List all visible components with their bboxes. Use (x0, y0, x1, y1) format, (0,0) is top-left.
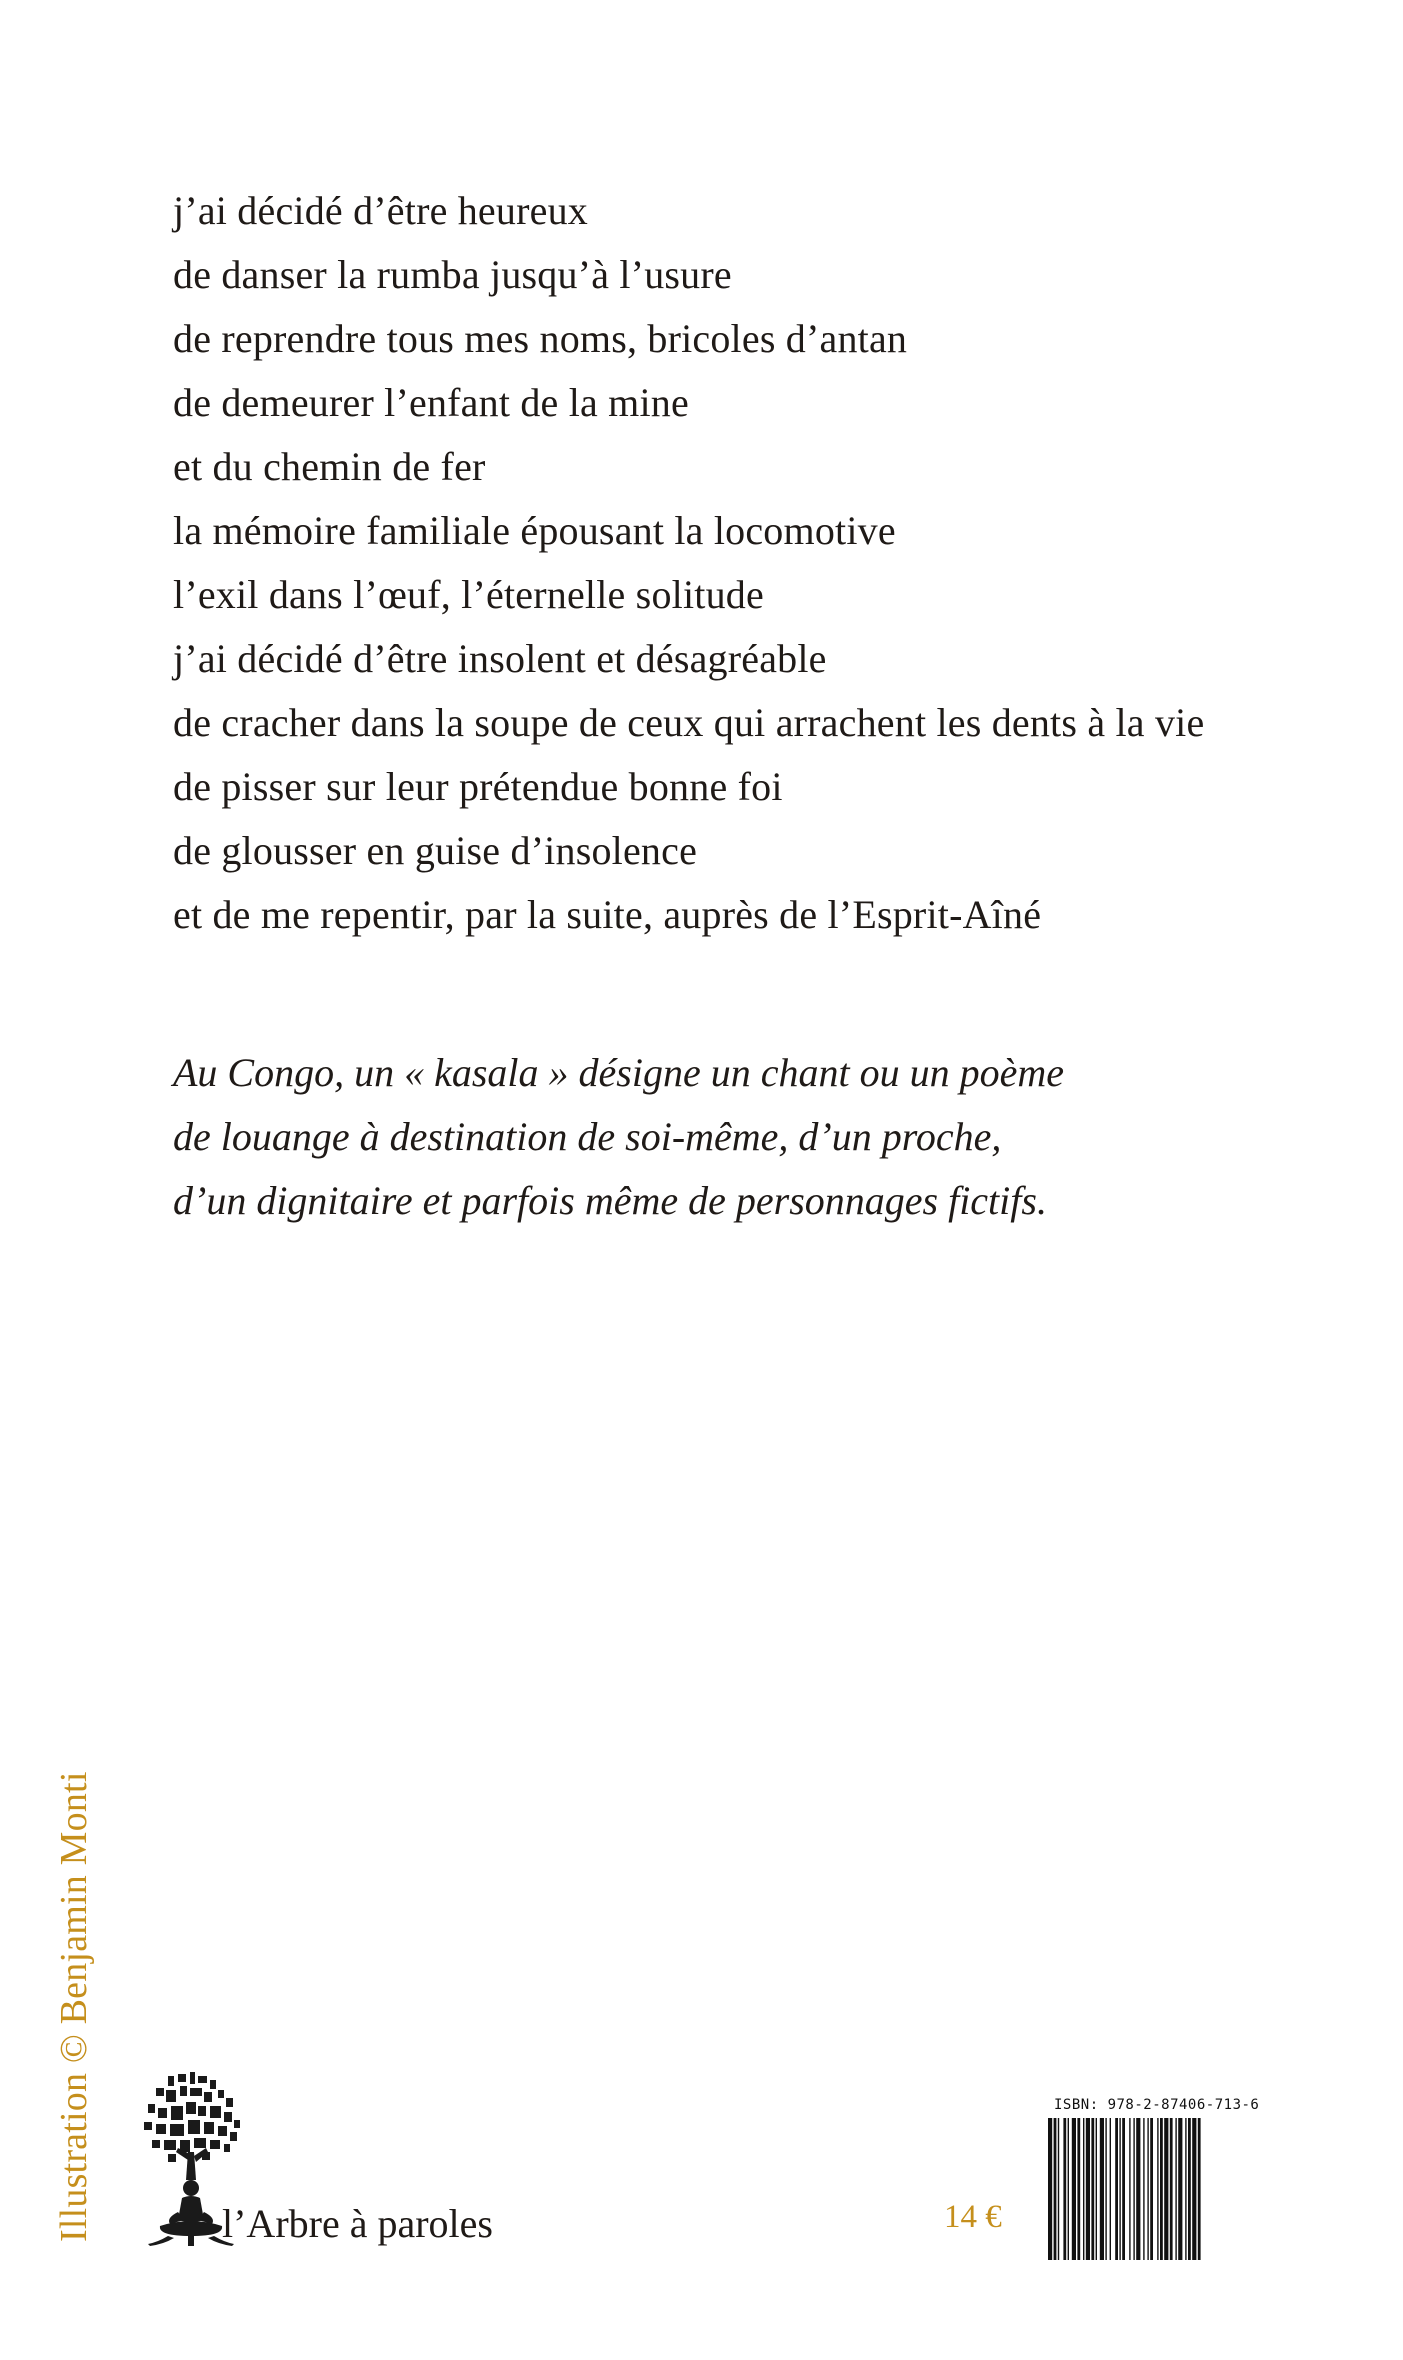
poem-line: et de me repentir, par la suite, auprès de l’Esprit-Aîné (173, 892, 1042, 937)
note-line: d’un dignitaire et parfois même de personnages fictifs. (173, 1178, 1047, 1223)
poem-line: l’exil dans l’œuf, l’éternelle solitude (173, 572, 764, 617)
poem-line: de danser la rumba jusqu’à l’usure (173, 252, 732, 297)
poem-line: de pisser sur leur prétendue bonne foi (173, 764, 783, 809)
poem-line: la mémoire familiale épousant la locomotive (173, 508, 896, 553)
price-label: 14 € (944, 2199, 1002, 2235)
isbn-barcode-block (1046, 2096, 1278, 2260)
poem-line: et du chemin de fer (173, 444, 486, 489)
poem-line: de cracher dans la soupe de ceux qui arrachent les dents à la vie (173, 700, 1205, 745)
illustration-credit: Illustration © Benjamin Monti (53, 1771, 95, 2242)
poem-line: j’ai décidé d’être insolent et désagréable (173, 636, 827, 681)
poem-line: de glousser en guise d’insolence (173, 828, 698, 873)
poem-line: de demeurer l’enfant de la mine (173, 380, 689, 425)
publisher-name: l’Arbre à paroles (222, 2201, 493, 2246)
note-line: de louange à destination de soi-même, d’un proche, (173, 1114, 1002, 1159)
barcode-icon (1046, 2118, 1278, 2260)
poem (173, 179, 1204, 947)
poem-line: j’ai décidé d’être heureux (173, 188, 588, 233)
isbn-text: ISBN: 978-2-87406-713-6 (1054, 2097, 1260, 2113)
poem-line: de reprendre tous mes noms, bricoles d’antan (173, 316, 908, 361)
kasala-note (173, 1041, 1064, 1233)
note-line: Au Congo, un « kasala » désigne un chant ou un poème (173, 1050, 1064, 1095)
